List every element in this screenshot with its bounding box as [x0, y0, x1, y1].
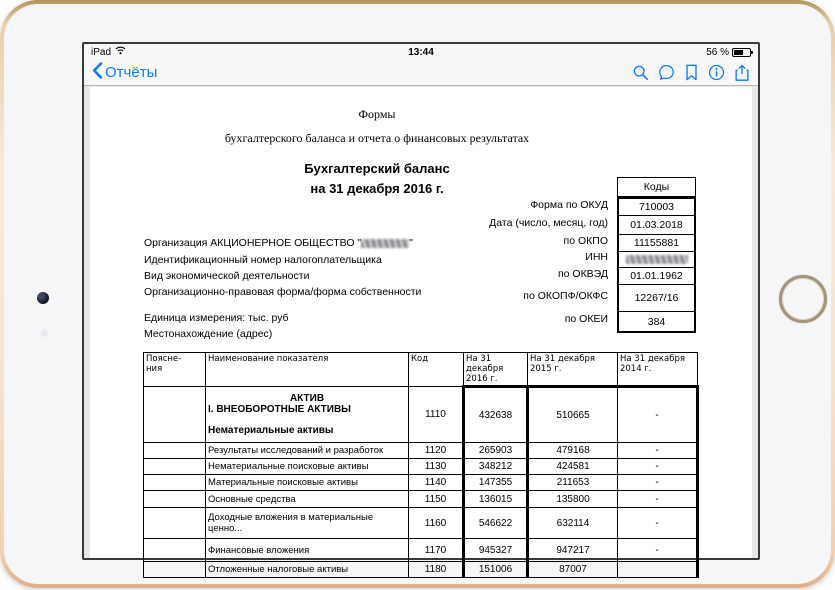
- screen: [82, 42, 760, 575]
- status-time: 13:44: [408, 46, 434, 58]
- codes-label: Форма по ОКУД: [530, 199, 608, 211]
- table-row: Нематериальные поисковые активы 1130 348212 424581 -: [144, 459, 698, 475]
- status-bar: [84, 44, 758, 60]
- nav-bar: [84, 60, 758, 86]
- codes-value: 01.01.1962: [619, 267, 694, 284]
- col-2014: На 31 декабря 2014 г.: [618, 353, 698, 387]
- col-2016: На 31 декабря 2016 г.: [464, 353, 528, 387]
- table-row: Материальные поисковые активы 1140 147355 211653 -: [144, 475, 698, 491]
- codes-labels: [357, 197, 614, 329]
- comment-icon[interactable]: [658, 64, 675, 81]
- codes-value: 12267/16: [619, 284, 694, 311]
- ipad-bezel: [4, 4, 831, 584]
- codes-label: по ОКЕИ: [564, 313, 608, 325]
- activity-line: Вид экономической деятельности: [144, 270, 310, 282]
- address-line: Местонахождение (адрес): [144, 328, 273, 340]
- battery-percent: 56 %: [706, 46, 729, 58]
- section-subtitle: I. ВНЕОБОРОТНЫЕ АКТИВЫ: [208, 404, 351, 415]
- inn-line: Идентификационный номер налогоплательщика: [144, 254, 382, 266]
- codes-label: Дата (число, месяц, год): [489, 216, 608, 229]
- unit-line: Единица измерения: тыс. руб: [144, 312, 289, 324]
- table-row: Результаты исследований и разработок 1120 265903 479168 -: [144, 443, 698, 459]
- chevron-left-icon: [92, 62, 103, 83]
- form-header-line1: Формы: [358, 107, 396, 121]
- codes-value: 01.03.2018: [619, 215, 694, 234]
- inn-value-redacted: [619, 251, 694, 267]
- document-title-date: на 31 декабря 2016 г.: [310, 181, 444, 196]
- codes-value: 11155881: [619, 234, 694, 251]
- codes-header-cell: Коды: [617, 177, 696, 197]
- table-row: Основные средства 1150 136015 135800 -: [144, 491, 698, 508]
- back-button[interactable]: [92, 62, 157, 83]
- org-line: [144, 237, 413, 249]
- codes-value: 710003: [638, 201, 675, 213]
- table-header-row: [144, 353, 698, 387]
- col-explanations: Поясне- ния: [144, 353, 206, 387]
- org-suffix: ": [409, 237, 413, 249]
- legal-form-line: Организационно-правовая форма/форма собственности: [144, 286, 422, 298]
- codes-value-box: [617, 197, 696, 333]
- front-camera: [37, 292, 49, 304]
- section-title: АКТИВ: [289, 393, 325, 404]
- col-2015: На 31 декабря 2015 г.: [528, 353, 618, 387]
- battery-icon: [732, 48, 751, 57]
- info-icon[interactable]: [708, 64, 725, 81]
- document-header: [84, 107, 670, 196]
- col-indicator: Наименование показателя: [206, 353, 409, 387]
- codes-label: по ОКВЭД: [557, 267, 608, 280]
- org-prefix: Организация АКЦИОНЕРНОЕ ОБЩЕСТВО ": [144, 237, 362, 249]
- codes-label: ИНН: [585, 251, 608, 263]
- table-row: Отложенные налоговые активы 1180 151006 87007: [144, 562, 698, 578]
- search-icon[interactable]: [632, 64, 649, 81]
- table-row: Доходные вложения в материальные ценно... 1160 546622 632114 -: [144, 508, 698, 539]
- bookmark-icon[interactable]: [684, 64, 699, 81]
- home-button[interactable]: [779, 275, 827, 323]
- document-title: Бухгалтерский баланс: [304, 161, 450, 176]
- col-code: Код: [409, 353, 464, 387]
- device-label: iPad: [91, 46, 112, 58]
- table-row: АКТИВ I. ВНЕОБОРОТНЫЕ АКТИВЫ Нематериальные активы 1110 432638 510665 -: [144, 387, 698, 443]
- balance-table: [143, 352, 699, 575]
- table-row: Финансовые вложения 1170 945327 947217 -: [144, 539, 698, 562]
- form-header-line2: бухгалтерского баланса и отчета о финансовых результатах: [224, 131, 530, 145]
- org-name-redacted: [361, 239, 409, 248]
- codes-label: по ОКОПФ/ОКФС: [523, 289, 608, 302]
- codes-value: 384: [619, 311, 694, 331]
- viewer-content: [84, 87, 758, 575]
- back-label: Отчёты: [105, 64, 158, 81]
- codes-label: по ОКПО: [563, 234, 608, 247]
- row-name: Нематериальные активы: [208, 425, 334, 436]
- light-sensor: [41, 330, 48, 337]
- share-icon[interactable]: [734, 64, 750, 82]
